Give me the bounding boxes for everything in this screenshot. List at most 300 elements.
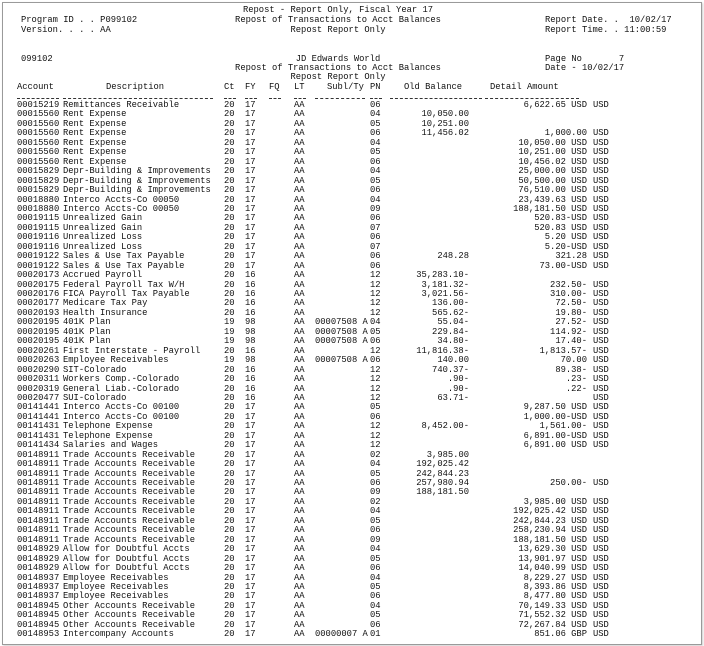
- cell-currency: USD: [593, 175, 609, 186]
- cell-detail-amount: 72,267.84 USD: [518, 619, 587, 630]
- cell-lt: AA: [294, 241, 305, 252]
- cell-lt: AA: [294, 100, 305, 110]
- cell-account: 00148929: [17, 553, 60, 564]
- cell-fy: 17: [245, 194, 256, 205]
- cell-fy: 17: [245, 572, 256, 583]
- cell-currency: USD: [593, 185, 609, 196]
- cell-lt: AA: [294, 449, 305, 460]
- cell-detail-amount: 70,149.33 USD: [518, 600, 587, 611]
- cell-ct: 19: [224, 317, 235, 328]
- cell-detail-amount: 6,891.00-USD: [523, 430, 587, 441]
- cell-detail-amount: 520.83-USD: [534, 213, 587, 224]
- cell-account: 00019115: [17, 213, 60, 224]
- cell-fy: 17: [245, 610, 256, 621]
- cell-ct: 20: [224, 345, 235, 356]
- cell-detail-amount: 72.50-: [555, 298, 587, 309]
- page-date: Date - 10/02/17: [545, 63, 625, 73]
- cell-lt: AA: [294, 128, 305, 139]
- cell-currency: USD: [593, 166, 609, 177]
- cell-description: Rent Expense: [63, 156, 127, 167]
- cell-detail-amount: 8,393.86 USD: [523, 581, 587, 592]
- cell-description: Other Accounts Receivable: [63, 600, 195, 611]
- cell-account: 00148911: [17, 496, 60, 507]
- cell-lt: AA: [294, 440, 305, 451]
- cell-fy: 16: [245, 279, 256, 290]
- cell-description: 401K Plan: [63, 317, 111, 328]
- cell-currency: USD: [593, 629, 609, 640]
- cell-account: 00020173: [17, 270, 60, 281]
- cell-detail-amount: 1,000.00-USD: [523, 411, 587, 422]
- cell-account: 00148911: [17, 478, 60, 488]
- cell-fy: 16: [245, 345, 256, 356]
- cell-fy: 17: [245, 525, 256, 536]
- cell-currency: USD: [593, 307, 609, 318]
- cell-fy: 98: [245, 336, 256, 347]
- cell-pn: 05: [370, 118, 381, 129]
- version: Version. . . . AA: [21, 25, 111, 35]
- cell-pn: 05: [370, 326, 381, 337]
- cell-pn: 12: [370, 392, 381, 403]
- cell-ct: 20: [224, 260, 235, 271]
- cell-lt: AA: [294, 185, 305, 196]
- cell-account: 00148911: [17, 468, 60, 479]
- cell-ct: 19: [224, 326, 235, 337]
- cell-description: Rent Expense: [63, 128, 127, 139]
- cell-pn: 07: [370, 241, 381, 252]
- cell-lt: AA: [294, 374, 305, 385]
- cell-description: Rent Expense: [63, 118, 127, 129]
- cell-ct: 20: [224, 421, 235, 432]
- cell-currency: USD: [593, 374, 609, 385]
- cell-currency: USD: [593, 156, 609, 167]
- col-description: Description: [106, 82, 165, 92]
- cell-old-balance: 55.04-: [437, 317, 469, 328]
- cell-pn: 06: [370, 232, 381, 243]
- cell-old-balance: 11,456.02: [421, 128, 469, 139]
- cell-currency: USD: [593, 203, 609, 214]
- cell-fy: 17: [245, 213, 256, 224]
- cell-description: Allow for Doubtful Accts: [63, 553, 190, 564]
- cell-pn: 04: [370, 317, 381, 328]
- cell-account: 00148937: [17, 581, 60, 592]
- cell-description: SUI-Colorado: [63, 392, 127, 403]
- cell-pn: 06: [370, 213, 381, 224]
- cell-old-balance: 242,844.23: [416, 468, 469, 479]
- program-id: Program ID . . P099102: [21, 15, 138, 25]
- cell-fy: 17: [245, 156, 256, 167]
- cell-ct: 20: [224, 619, 235, 630]
- cell-detail-amount: 321.28: [555, 251, 587, 262]
- cell-ct: 20: [224, 100, 235, 110]
- cell-ct: 20: [224, 629, 235, 640]
- cell-currency: USD: [593, 345, 609, 356]
- cell-description: Allow for Doubtful Accts: [63, 563, 190, 574]
- cell-description: Rent Expense: [63, 109, 127, 120]
- cell-fy: 17: [245, 563, 256, 574]
- cell-pn: 05: [370, 610, 381, 621]
- cell-lt: AA: [294, 298, 305, 309]
- cell-currency: USD: [593, 222, 609, 233]
- report-time: Report Time. . 11:00:59: [545, 25, 667, 35]
- cell-lt: AA: [294, 203, 305, 214]
- cell-pn: 04: [370, 506, 381, 517]
- cell-ct: 20: [224, 487, 235, 498]
- cell-old-balance: 11,816.38-: [416, 345, 469, 356]
- cell-lt: AA: [294, 355, 305, 366]
- cell-pn: 06: [370, 260, 381, 271]
- cell-pn: 12: [370, 374, 381, 385]
- underline-lt: [294, 98, 306, 99]
- cell-description: Remittances Receivable: [63, 100, 180, 110]
- cell-fy: 17: [245, 506, 256, 517]
- cell-currency: USD: [593, 411, 609, 422]
- cell-account: 00148937: [17, 572, 60, 583]
- cell-description: Trade Accounts Receivable: [63, 496, 195, 507]
- col-lt: LT: [294, 82, 305, 92]
- cell-description: SIT-Colorado: [63, 364, 127, 375]
- cell-detail-amount: 23,439.63 USD: [518, 194, 587, 205]
- cell-lt: AA: [294, 392, 305, 403]
- cell-account: 00020176: [17, 289, 60, 299]
- cell-fy: 16: [245, 289, 256, 299]
- cell-ct: 20: [224, 128, 235, 139]
- cell-pn: 04: [370, 166, 381, 177]
- cell-pn: 05: [370, 515, 381, 526]
- cell-description: 401K Plan: [63, 326, 111, 337]
- cell-account: 00015560: [17, 118, 60, 129]
- cell-fy: 17: [245, 544, 256, 555]
- cell-detail-amount: 6,622.65 USD: [523, 100, 587, 110]
- cell-currency: USD: [593, 336, 609, 347]
- cell-lt: AA: [294, 345, 305, 356]
- cell-account: 00148929: [17, 544, 60, 555]
- cell-currency: USD: [593, 581, 609, 592]
- cell-lt: AA: [294, 383, 305, 394]
- cell-fy: 17: [245, 629, 256, 640]
- page-number: Page No 7: [545, 54, 625, 64]
- cell-ct: 19: [224, 336, 235, 347]
- cell-detail-amount: 1,000.00: [544, 128, 587, 139]
- cell-description: Federal Payroll Tax W/H: [63, 279, 185, 290]
- cell-fy: 17: [245, 100, 256, 110]
- cell-detail-amount: 188,181.50 USD: [513, 534, 587, 545]
- cell-pn: 04: [370, 544, 381, 555]
- cell-pn: 05: [370, 402, 381, 413]
- cell-description: Unrealized Gain: [63, 222, 143, 233]
- underline-account: [17, 98, 59, 99]
- cell-ct: 20: [224, 307, 235, 318]
- cell-description: General Liab.-Colorado: [63, 383, 180, 394]
- col-old-balance: Old Balance: [404, 82, 463, 92]
- cell-pn: 12: [370, 279, 381, 290]
- page-title: Repost of Transactions to Acct Balances: [235, 63, 441, 73]
- cell-lt: AA: [294, 270, 305, 281]
- cell-detail-amount: 19.80-: [555, 307, 587, 318]
- cell-description: Sales & Use Tax Payable: [63, 251, 185, 262]
- cell-pn: 12: [370, 270, 381, 281]
- underline-fq: [269, 98, 281, 99]
- cell-pn: 04: [370, 194, 381, 205]
- cell-detail-amount: 5.20-USD: [544, 241, 587, 252]
- cell-pn: 06: [370, 525, 381, 536]
- cell-ct: 20: [224, 440, 235, 451]
- cell-account: 00015560: [17, 109, 60, 120]
- cell-description: Unrealized Loss: [63, 241, 143, 252]
- cell-ct: 20: [224, 364, 235, 375]
- cell-description: Trade Accounts Receivable: [63, 468, 195, 479]
- cell-currency: USD: [593, 383, 609, 394]
- cell-fy: 17: [245, 487, 256, 498]
- cell-account: 00019115: [17, 222, 60, 233]
- cell-detail-amount: 242,844.23 USD: [513, 515, 587, 526]
- cell-subl-ty: 00007508 A: [315, 336, 368, 347]
- cell-ct: 20: [224, 515, 235, 526]
- cell-currency: USD: [593, 251, 609, 262]
- cell-detail-amount: 27.52-: [555, 317, 587, 328]
- cell-description: Intercompany Accounts: [63, 629, 174, 640]
- cell-pn: 05: [370, 147, 381, 158]
- cell-detail-amount: 258,230.94 USD: [513, 525, 587, 536]
- cell-ct: 20: [224, 374, 235, 385]
- table-row: [3, 630, 701, 640]
- cell-ct: 20: [224, 496, 235, 507]
- cell-old-balance: 63.71-: [437, 392, 469, 403]
- cell-fy: 16: [245, 383, 256, 394]
- cell-currency: USD: [593, 355, 609, 366]
- cell-currency: USD: [593, 289, 609, 299]
- cell-currency: USD: [593, 279, 609, 290]
- cell-ct: 20: [224, 222, 235, 233]
- cell-old-balance: 35,283.10-: [416, 270, 469, 281]
- cell-pn: 04: [370, 459, 381, 470]
- cell-description: Trade Accounts Receivable: [63, 487, 195, 498]
- cell-description: Health Insurance: [63, 307, 148, 318]
- cell-account: 00015219: [17, 100, 60, 110]
- cell-detail-amount: 50,500.00 USD: [518, 175, 587, 186]
- col-fq: FQ: [269, 82, 280, 92]
- cell-description: Salaries and Wages: [63, 440, 159, 451]
- cell-ct: 20: [224, 544, 235, 555]
- cell-pn: 12: [370, 364, 381, 375]
- cell-detail-amount: .22-: [565, 383, 587, 394]
- cell-lt: AA: [294, 534, 305, 545]
- cell-detail-amount: 250.00-: [550, 478, 587, 488]
- cell-pn: 04: [370, 109, 381, 120]
- cell-currency: USD: [593, 515, 609, 526]
- cell-description: Other Accounts Receivable: [63, 610, 195, 621]
- cell-pn: 12: [370, 440, 381, 451]
- cell-account: 00148945: [17, 610, 60, 621]
- cell-lt: AA: [294, 213, 305, 224]
- cell-ct: 20: [224, 581, 235, 592]
- cell-account: 00018880: [17, 203, 60, 214]
- cell-ct: 20: [224, 449, 235, 460]
- cell-ct: 20: [224, 213, 235, 224]
- cell-fy: 17: [245, 553, 256, 564]
- cell-fy: 17: [245, 222, 256, 233]
- cell-currency: USD: [593, 194, 609, 205]
- cell-pn: 05: [370, 468, 381, 479]
- cell-lt: AA: [294, 459, 305, 470]
- cell-ct: 20: [224, 610, 235, 621]
- cell-lt: AA: [294, 468, 305, 479]
- cell-ct: 20: [224, 572, 235, 583]
- cell-ct: 20: [224, 194, 235, 205]
- cell-detail-amount: 1,813.57-: [539, 345, 587, 356]
- cell-ct: 20: [224, 383, 235, 394]
- cell-account: 00015560: [17, 137, 60, 148]
- cell-lt: AA: [294, 544, 305, 555]
- cell-fy: 16: [245, 298, 256, 309]
- cell-detail-amount: 13,901.97 USD: [518, 553, 587, 564]
- cell-fy: 17: [245, 591, 256, 602]
- cell-lt: AA: [294, 194, 305, 205]
- cell-ct: 20: [224, 563, 235, 574]
- cell-pn: 09: [370, 487, 381, 498]
- cell-lt: AA: [294, 364, 305, 375]
- cell-pn: 06: [370, 591, 381, 602]
- cell-ct: 20: [224, 109, 235, 120]
- cell-description: Other Accounts Receivable: [63, 619, 195, 630]
- cell-lt: AA: [294, 496, 305, 507]
- cell-description: Unrealized Loss: [63, 232, 143, 243]
- report-title: Repost - Report Only, Fiscal Year 17: [242, 5, 434, 15]
- cell-detail-amount: 10,251.00 USD: [518, 147, 587, 158]
- cell-old-balance: 3,021.56-: [421, 289, 469, 299]
- cell-account: 00015560: [17, 156, 60, 167]
- cell-ct: 20: [224, 118, 235, 129]
- cell-account: 00019122: [17, 260, 60, 271]
- cell-fy: 17: [245, 128, 256, 139]
- cell-fy: 17: [245, 185, 256, 196]
- cell-fy: 98: [245, 355, 256, 366]
- cell-description: Trade Accounts Receivable: [63, 525, 195, 536]
- cell-ct: 20: [224, 534, 235, 545]
- cell-account: 00148911: [17, 534, 60, 545]
- cell-detail-amount: 188,181.50 USD: [513, 203, 587, 214]
- cell-fy: 17: [245, 402, 256, 413]
- cell-detail-amount: 71,552.32 USD: [518, 610, 587, 621]
- cell-pn: 12: [370, 421, 381, 432]
- cell-lt: AA: [294, 421, 305, 432]
- cell-account: 00020477: [17, 392, 60, 403]
- cell-pn: 02: [370, 449, 381, 460]
- cell-lt: AA: [294, 515, 305, 526]
- cell-pn: 05: [370, 553, 381, 564]
- cell-pn: 06: [370, 251, 381, 262]
- cell-account: 00148911: [17, 487, 60, 498]
- underline-old-balance: [390, 98, 482, 99]
- cell-old-balance: 34.80-: [437, 336, 469, 347]
- cell-lt: AA: [294, 336, 305, 347]
- cell-pn: 06: [370, 128, 381, 139]
- cell-currency: USD: [593, 534, 609, 545]
- cell-description: Employee Receivables: [63, 581, 169, 592]
- cell-account: 00148945: [17, 619, 60, 630]
- cell-pn: 06: [370, 100, 381, 110]
- cell-account: 00015829: [17, 175, 60, 186]
- cell-ct: 20: [224, 298, 235, 309]
- cell-description: First Interstate - Payroll: [63, 345, 201, 356]
- cell-fy: 17: [245, 203, 256, 214]
- cell-description: Interco Accts-Co 00050: [63, 203, 180, 214]
- cell-ct: 20: [224, 289, 235, 299]
- cell-description: Trade Accounts Receivable: [63, 534, 195, 545]
- cell-detail-amount: 114.92-: [550, 326, 587, 337]
- cell-old-balance: 3,985.00: [426, 449, 469, 460]
- cell-ct: 20: [224, 147, 235, 158]
- cell-detail-amount: 14,040.99 USD: [518, 563, 587, 574]
- cell-ct: 20: [224, 478, 235, 488]
- cell-account: 00141434: [17, 440, 60, 451]
- cell-fy: 17: [245, 440, 256, 451]
- cell-account: 00020290: [17, 364, 60, 375]
- cell-account: 00141441: [17, 402, 60, 413]
- cell-detail-amount: 8,477.80 USD: [523, 591, 587, 602]
- cell-fy: 17: [245, 600, 256, 611]
- cell-pn: 04: [370, 600, 381, 611]
- cell-lt: AA: [294, 478, 305, 488]
- cell-currency: USD: [593, 430, 609, 441]
- cell-pn: 06: [370, 411, 381, 422]
- cell-detail-amount: 70.00: [560, 355, 587, 366]
- cell-old-balance: 10,251.00: [421, 118, 469, 129]
- cell-lt: AA: [294, 118, 305, 129]
- cell-ct: 20: [224, 459, 235, 470]
- col-pn: PN: [370, 82, 381, 92]
- cell-lt: AA: [294, 307, 305, 318]
- cell-pn: 06: [370, 619, 381, 630]
- cell-lt: AA: [294, 232, 305, 243]
- cell-account: 00019116: [17, 241, 60, 252]
- cell-description: Medicare Tax Pay: [63, 298, 148, 309]
- cell-detail-amount: 9,287.50 USD: [523, 402, 587, 413]
- cell-lt: AA: [294, 563, 305, 574]
- cell-fy: 17: [245, 478, 256, 488]
- cell-account: 00020261: [17, 345, 60, 356]
- cell-old-balance: 565.62-: [432, 307, 469, 318]
- col-account: Account: [17, 82, 54, 92]
- cell-old-balance: 257,980.94: [416, 478, 469, 488]
- cell-currency: USD: [593, 326, 609, 337]
- report-subtitle: Repost of Transactions to Acct Balances: [235, 15, 441, 25]
- cell-ct: 20: [224, 600, 235, 611]
- cell-description: Employee Receivables: [63, 591, 169, 602]
- cell-description: FICA Payroll Tax Payable: [63, 289, 190, 299]
- cell-account: 00018880: [17, 194, 60, 205]
- cell-lt: AA: [294, 629, 305, 640]
- cell-fy: 16: [245, 364, 256, 375]
- cell-ct: 20: [224, 251, 235, 262]
- cell-description: Trade Accounts Receivable: [63, 515, 195, 526]
- cell-fy: 17: [245, 137, 256, 148]
- cell-currency: USD: [593, 260, 609, 271]
- cell-fy: 17: [245, 251, 256, 262]
- cell-pn: 12: [370, 307, 381, 318]
- cell-pn: 05: [370, 175, 381, 186]
- underline-detail-amount: [485, 98, 579, 99]
- cell-detail-amount: 192,025.42 USD: [513, 506, 587, 517]
- cell-fy: 17: [245, 118, 256, 129]
- cell-currency: USD: [593, 421, 609, 432]
- cell-currency: USD: [593, 392, 609, 403]
- cell-fy: 17: [245, 534, 256, 545]
- cell-lt: AA: [294, 487, 305, 498]
- cell-old-balance: .90-: [447, 374, 469, 385]
- cell-fy: 98: [245, 326, 256, 337]
- cell-fy: 17: [245, 175, 256, 186]
- cell-description: Rent Expense: [63, 147, 127, 158]
